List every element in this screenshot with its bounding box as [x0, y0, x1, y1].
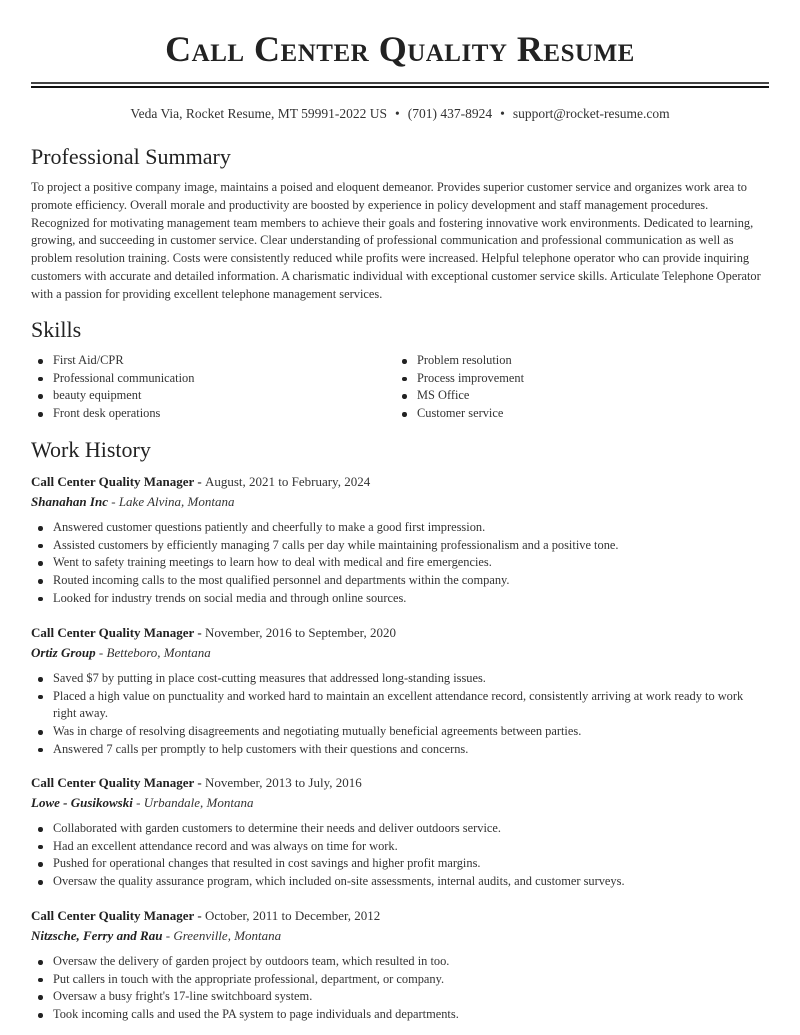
skills-column-right	[395, 352, 759, 423]
job-bullets	[31, 670, 769, 759]
job-title-line	[31, 624, 769, 642]
job-company-line	[31, 927, 769, 945]
skill-item: MS Office	[395, 387, 759, 405]
skills-list	[31, 352, 769, 423]
job-company-line	[31, 644, 769, 662]
job-dates: November, 2016 to September, 2020	[204, 625, 396, 640]
job-company: Lowe - Gusikowski	[31, 795, 133, 810]
job-entry	[31, 774, 769, 891]
skill-item: Problem resolution	[395, 352, 759, 370]
job-bullet: Oversaw the quality assurance program, which included on-site assessments, internal audits, and customer surveys.	[31, 873, 769, 891]
job-company: Ortiz Group	[31, 645, 96, 660]
job-bullet: Assisted customers by efficiently managing 7 calls per day while maintaining professionalism and a positive tone.	[31, 537, 769, 555]
dash-separator: -	[194, 625, 205, 640]
skill-item: Professional communication	[31, 370, 395, 388]
contact-email[interactable]: support@rocket-resume.com	[512, 106, 670, 121]
job-location: Urbandale, Montana	[143, 795, 254, 810]
skill-item: Process improvement	[395, 370, 759, 388]
job-bullet: Pushed for operational changes that resulted in cost savings and higher profit margins.	[31, 855, 769, 873]
job-entry	[31, 473, 769, 608]
job-dates: August, 2021 to February, 2024	[204, 474, 371, 489]
job-bullet: Collaborated with garden customers to determine their needs and deliver outdoors service.	[31, 820, 769, 838]
job-bullets	[31, 519, 769, 608]
skill-item: First Aid/CPR	[31, 352, 395, 370]
bullet-separator-icon: •	[395, 106, 400, 121]
job-bullet: Oversaw the delivery of garden project by outdoors team, which resulted in too.	[31, 953, 769, 971]
dash-separator: -	[194, 775, 205, 790]
job-bullets	[31, 953, 769, 1024]
dash-separator: -	[194, 474, 205, 489]
job-bullet: Answered customer questions patiently and cheerfully to make a good first impression.	[31, 519, 769, 537]
dash-separator: -	[162, 928, 174, 943]
job-bullet: Answered 7 calls per promptly to help customers with their questions and concerns.	[31, 741, 769, 759]
job-bullet: Saved $7 by putting in place cost-cutting measures that addressed long-standing issues.	[31, 670, 769, 688]
section-heading-summary: Professional Summary	[31, 144, 231, 169]
job-bullet: Had an excellent attendance record and was always on time for work.	[31, 838, 769, 856]
job-title: Call Center Quality Manager	[31, 775, 195, 790]
job-entry	[31, 907, 769, 1024]
bullet-separator-icon: •	[500, 106, 505, 121]
job-dates: November, 2013 to July, 2016	[204, 775, 362, 790]
dash-separator: -	[95, 645, 107, 660]
dash-separator: -	[132, 795, 144, 810]
skill-item: Customer service	[395, 405, 759, 423]
job-title-line	[31, 907, 769, 925]
job-entry	[31, 624, 769, 759]
header-divider-thin	[31, 82, 769, 84]
job-location: Greenville, Montana	[173, 928, 282, 943]
job-title: Call Center Quality Manager	[31, 474, 195, 489]
job-title: Call Center Quality Manager	[31, 625, 195, 640]
contact-phone: (701) 437-8924	[407, 106, 493, 121]
contact-line	[31, 105, 769, 123]
job-company: Shanahan Inc	[31, 494, 108, 509]
job-bullet: Oversaw a busy fright's 17-line switchboard system.	[31, 988, 769, 1006]
skills-column-left	[31, 352, 395, 423]
section-heading-skills: Skills	[31, 317, 82, 342]
job-bullet: Was in charge of resolving disagreements and negotiating mutually beneficial agreements between parties.	[31, 723, 769, 741]
job-dates: October, 2011 to December, 2012	[204, 908, 381, 923]
job-company: Nitzsche, Ferry and Rau	[31, 928, 163, 943]
skill-item: Front desk operations	[31, 405, 395, 423]
job-title-line	[31, 774, 769, 792]
job-location: Betteboro, Montana	[106, 645, 211, 660]
dash-separator: -	[194, 908, 205, 923]
summary-text: To project a positive company image, maintains a poised and eloquent demeanor. Provides superior customer service and organizes work area to promote efficiency. Overall morale and productivity are boosted by experience in policy development and staff management procedures. Recognized for motivating management team members to achieve their goals and fostering innovative work environments. Dedicated to learning, growing, and succeeding in customer service. Clear understanding of professional communication and professional communication as well as problem resolution training. Costs were consistently reduced while profits were increased. Helpful telephone operator who can provide inquiring customers with accurate and detailed information. A charismatic individual with exceptional customer service skills. Articulate Telephone Operator with a passion for providing excellent telephone management services.	[31, 180, 761, 301]
section-heading-work-history: Work History	[31, 437, 151, 462]
skill-item: beauty equipment	[31, 387, 395, 405]
job-title-line	[31, 473, 769, 491]
job-company-line	[31, 794, 769, 812]
job-bullet: Took incoming calls and used the PA system to page individuals and departments.	[31, 1006, 769, 1024]
dash-separator: -	[107, 494, 119, 509]
job-company-line	[31, 493, 769, 511]
job-bullet: Put callers in touch with the appropriate professional, department, or company.	[31, 971, 769, 989]
job-bullet: Placed a high value on punctuality and worked hard to maintain an excellent attendance record, consistently arriving at work ready to work right away.	[31, 688, 769, 723]
job-bullet: Looked for industry trends on social media and through online sources.	[31, 590, 769, 608]
job-title: Call Center Quality Manager	[31, 908, 195, 923]
job-location: Lake Alvina, Montana	[118, 494, 235, 509]
job-bullets	[31, 820, 769, 891]
job-bullet: Went to safety training meetings to learn how to deal with medical and fire emergencies.	[31, 554, 769, 572]
resume-title: Call Center Quality Resume	[165, 29, 635, 69]
job-bullet: Routed incoming calls to the most qualified personnel and departments within the company.	[31, 572, 769, 590]
contact-address: Veda Via, Rocket Resume, MT 59991-2022 US	[130, 106, 388, 121]
header-divider-thick	[31, 86, 769, 89]
